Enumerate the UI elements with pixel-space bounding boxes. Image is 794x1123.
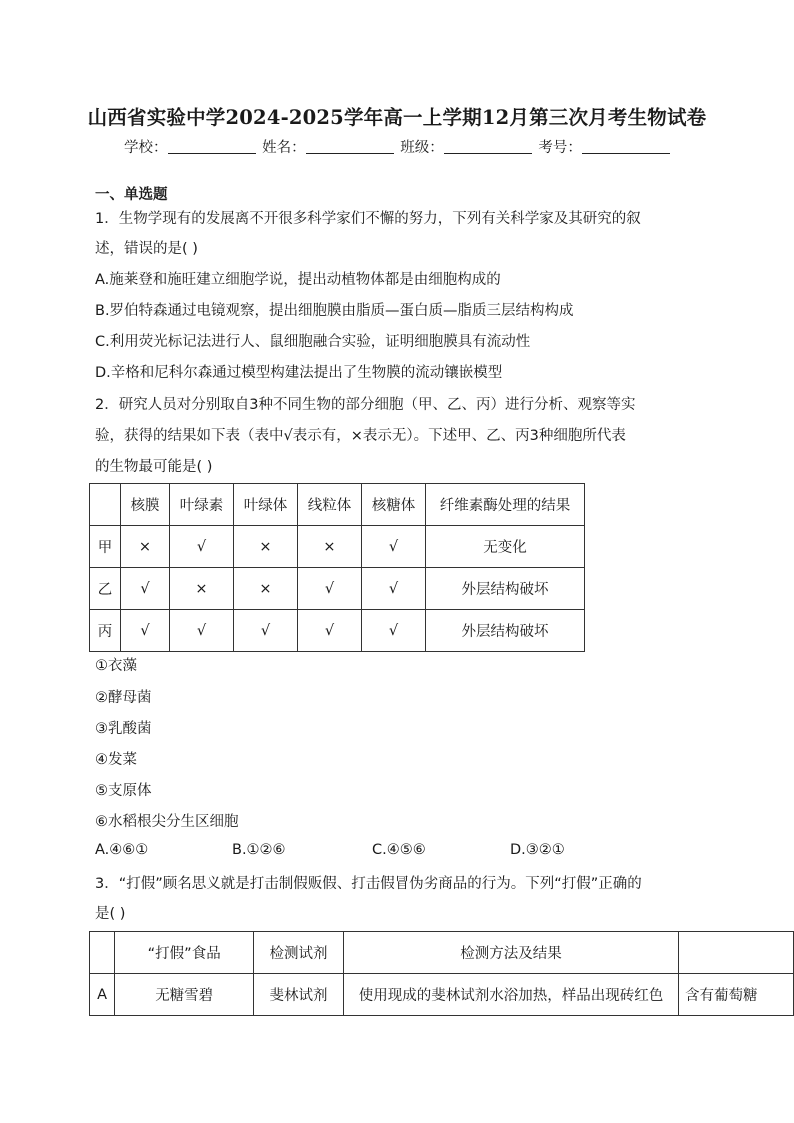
table-cell: 乙 <box>90 568 121 610</box>
q1-option-c: C.利用荧光标记法进行人、鼠细胞融合实验，证明细胞膜具有流动性 <box>95 334 531 350</box>
table-cell: √ <box>362 610 426 652</box>
q1-stem-line1: 1．生物学现有的发展离不开很多科学家们不懈的努力，下列有关科学家及其研究的叙 <box>95 211 641 227</box>
q2-header-cell: 核膜 <box>121 484 170 526</box>
q2-stem-line2: 验，获得的结果如下表（表中√表示有，×表示无）。下述甲、乙、丙3种细胞所代表 <box>95 428 626 444</box>
q2-choice-b: B.①②⑥ <box>232 842 286 858</box>
q2-choice-c: C.④⑤⑥ <box>372 842 426 858</box>
q2-item-6: ⑥水稻根尖分生区细胞 <box>95 814 239 830</box>
q2-stem-line1: 2．研究人员对分别取自3种不同生物的部分细胞（甲、乙、丙）进行分析、观察等实 <box>95 397 636 413</box>
table-cell: × <box>234 568 298 610</box>
q3-stem-line2: 是( ) <box>95 906 126 922</box>
q1-option-d: D.辛格和尼科尔森通过模型构建法提出了生物膜的流动镶嵌模型 <box>95 365 503 381</box>
q3-header-cell: “打假”食品 <box>115 932 254 974</box>
table-cell: 斐林试剂 <box>254 974 344 1016</box>
class-label: 班级： <box>400 140 444 156</box>
q2-item-4: ④发菜 <box>95 752 137 768</box>
table-cell: 外层结构破坏 <box>426 610 585 652</box>
table-cell: 使用现成的斐林试剂水浴加热，样品出现砖红色 <box>343 974 678 1016</box>
q2-header-cell: 叶绿体 <box>234 484 298 526</box>
table-cell: 外层结构破坏 <box>426 568 585 610</box>
exam-title: 山西省实验中学2024-2025学年高一上学期12月第三次月考生物试卷 <box>87 106 707 129</box>
q2-choice-d: D.③②① <box>510 842 565 858</box>
q1-stem-line2: 述，错误的是( ) <box>95 241 198 257</box>
table-cell: √ <box>170 610 234 652</box>
name-label: 姓名： <box>262 140 306 156</box>
table-cell: 甲 <box>90 526 121 568</box>
q1-option-b: B.罗伯特森通过电镜观察，提出细胞膜由脂质—蛋白质—脂质三层结构构成 <box>95 303 574 319</box>
section-heading: 一、单选题 <box>95 187 168 203</box>
table-cell: 丙 <box>90 610 121 652</box>
q1-option-a: A.施莱登和施旺建立细胞学说，提出动植物体都是由细胞构成的 <box>95 272 501 288</box>
table-cell: √ <box>298 568 362 610</box>
table-cell: A <box>90 974 115 1016</box>
q3-table <box>89 931 794 1016</box>
table-cell: √ <box>121 568 170 610</box>
q2-item-1: ①衣藻 <box>95 658 137 674</box>
q3-header-cell: 检测试剂 <box>254 932 344 974</box>
q3-table-header-row <box>90 932 794 974</box>
q2-item-3: ③乳酸菌 <box>95 721 152 737</box>
q2-header-cell: 叶绿素 <box>170 484 234 526</box>
table-cell: × <box>298 526 362 568</box>
exam-number-label: 考号： <box>538 140 582 156</box>
q2-stem-line3: 的生物最可能是( ) <box>95 459 213 475</box>
q2-header-cell: 纤维素酶处理的结果 <box>426 484 585 526</box>
table-cell: √ <box>298 610 362 652</box>
table-cell: √ <box>170 526 234 568</box>
q2-item-5: ⑤支原体 <box>95 783 152 799</box>
q3-stem-line1: 3．“打假”顾名思义就是打击制假贩假、打击假冒伪劣商品的行为。下列“打假”正确的 <box>95 876 642 892</box>
q2-header-cell: 线粒体 <box>298 484 362 526</box>
q2-item-2: ②酵母菌 <box>95 690 152 706</box>
table-cell: √ <box>362 526 426 568</box>
table-cell: × <box>121 526 170 568</box>
q3-header-cell: 检测方法及结果 <box>343 932 678 974</box>
table-cell: × <box>170 568 234 610</box>
school-label: 学校： <box>124 140 168 156</box>
table-cell: 含有葡萄糖 <box>679 974 794 1016</box>
table-row <box>90 974 794 1016</box>
table-cell: 无变化 <box>426 526 585 568</box>
table-cell: √ <box>121 610 170 652</box>
q3-header-cell <box>679 932 794 974</box>
q3-header-cell <box>90 932 115 974</box>
q2-choice-a: A.④⑥① <box>95 842 149 858</box>
table-cell: √ <box>362 568 426 610</box>
table-cell: 无糖雪碧 <box>115 974 254 1016</box>
table-cell: × <box>234 526 298 568</box>
table-cell: √ <box>234 610 298 652</box>
q2-header-cell: 核糖体 <box>362 484 426 526</box>
